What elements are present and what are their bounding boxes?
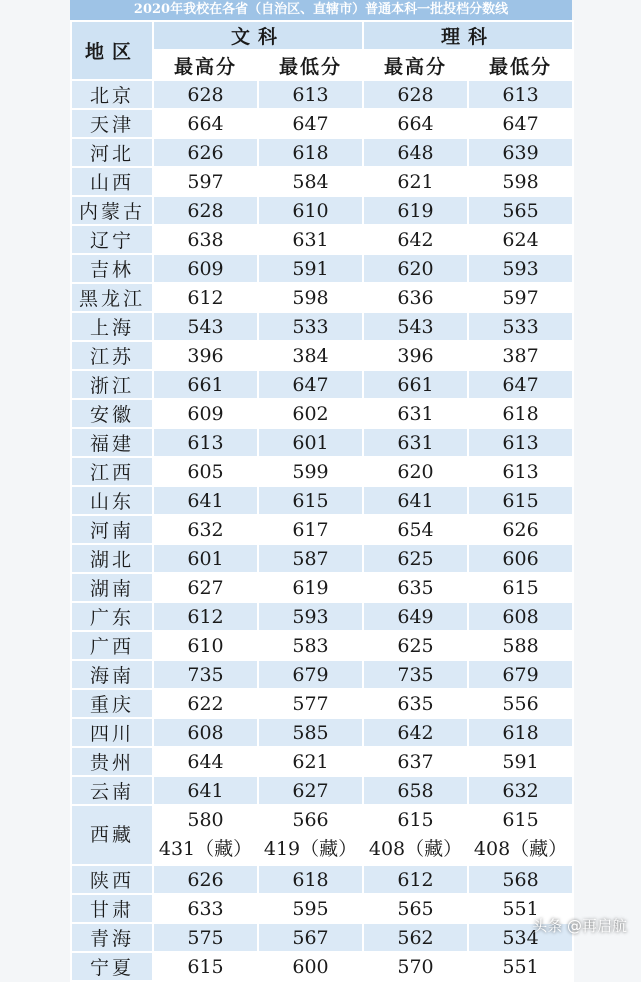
region-cell: 陕西: [71, 865, 153, 894]
score-cell: 570: [363, 952, 468, 981]
score-cell: 601: [258, 428, 363, 457]
region-cell: 河北: [71, 138, 153, 167]
table-row: [71, 747, 573, 776]
score-cell: 631: [363, 428, 468, 457]
score-cell: 628: [363, 80, 468, 109]
score-cell: 396: [363, 341, 468, 370]
table-row: [71, 167, 573, 196]
score-cell: 533: [258, 312, 363, 341]
score-cell: 622: [153, 689, 258, 718]
wenke-max-header: 最高分: [153, 50, 258, 80]
table-row: [71, 254, 573, 283]
score-cell: 641: [153, 776, 258, 805]
score-cell: 606: [468, 544, 573, 573]
watermark: 头条 @再启航: [532, 917, 627, 935]
score-cell: 593: [258, 602, 363, 631]
score-cell: 565: [468, 196, 573, 225]
region-cell: 福建: [71, 428, 153, 457]
score-cell: 577: [258, 689, 363, 718]
table-row: [71, 660, 573, 689]
table-row: [71, 138, 573, 167]
score-cell: 647: [468, 370, 573, 399]
header-row-1: [71, 21, 573, 50]
score-cell: 626: [153, 138, 258, 167]
region-cell: 江西: [71, 457, 153, 486]
score-cell: 609: [153, 399, 258, 428]
table-row: [71, 196, 573, 225]
score-cell: 605: [153, 457, 258, 486]
score-cell: 567: [258, 923, 363, 952]
score-cell: 621: [258, 747, 363, 776]
score-cell: 638: [153, 225, 258, 254]
like-min-header: 最低分: [468, 50, 573, 80]
region-cell: 吉林: [71, 254, 153, 283]
score-cell: 642: [363, 225, 468, 254]
score-cell: 618: [258, 138, 363, 167]
score-cell: [153, 805, 258, 865]
score-table: [70, 20, 574, 982]
score-cell: 735: [363, 660, 468, 689]
table-row: [71, 865, 573, 894]
score-cell: 617: [258, 515, 363, 544]
table-row: [71, 370, 573, 399]
score-cell: 618: [468, 399, 573, 428]
region-cell: 河南: [71, 515, 153, 544]
region-cell: 甘肃: [71, 894, 153, 923]
table-row: [71, 283, 573, 312]
score-cell: 593: [468, 254, 573, 283]
score-value: 580: [187, 809, 224, 831]
score-cell: 735: [153, 660, 258, 689]
like-max-header: 最高分: [363, 50, 468, 80]
table-row: [71, 515, 573, 544]
score-cell: 543: [363, 312, 468, 341]
region-cell: 江苏: [71, 341, 153, 370]
score-cell: 612: [153, 602, 258, 631]
score-cell: 642: [363, 718, 468, 747]
score-cell: 631: [363, 399, 468, 428]
region-header: 地区: [71, 21, 153, 80]
score-cell: 628: [153, 80, 258, 109]
region-cell: 浙江: [71, 370, 153, 399]
score-cell: 637: [363, 747, 468, 776]
table-row: [71, 923, 573, 952]
score-cell: 679: [258, 660, 363, 689]
region-cell: 广东: [71, 602, 153, 631]
table-row: [71, 573, 573, 602]
region-cell: 辽宁: [71, 225, 153, 254]
score-cell: 384: [258, 341, 363, 370]
table-row: [71, 544, 573, 573]
score-cell: [468, 805, 573, 865]
table-row: [71, 776, 573, 805]
region-cell: 黑龙江: [71, 283, 153, 312]
score-cell: 585: [258, 718, 363, 747]
score-cell: 610: [153, 631, 258, 660]
table-row: [71, 718, 573, 747]
score-cell: 625: [363, 544, 468, 573]
score-cell: 608: [468, 602, 573, 631]
score-cell: 615: [468, 573, 573, 602]
region-cell: 天津: [71, 109, 153, 138]
score-cell: 565: [363, 894, 468, 923]
score-cell: 609: [153, 254, 258, 283]
score-cell: 626: [468, 515, 573, 544]
score-cell: 619: [258, 573, 363, 602]
score-cell: 396: [153, 341, 258, 370]
region-cell: 四川: [71, 718, 153, 747]
score-cell: 615: [153, 952, 258, 981]
region-cell: 湖南: [71, 573, 153, 602]
score-value-tibetan: 408（藏）: [473, 838, 568, 860]
score-value: 566: [292, 809, 329, 831]
score-cell: 627: [258, 776, 363, 805]
score-cell: 568: [468, 865, 573, 894]
score-cell: 633: [153, 894, 258, 923]
region-cell: 重庆: [71, 689, 153, 718]
score-cell: 613: [468, 457, 573, 486]
score-cell: 387: [468, 341, 573, 370]
score-cell: 621: [363, 167, 468, 196]
table-row: [71, 225, 573, 254]
score-cell: 626: [153, 865, 258, 894]
score-value: 615: [502, 809, 539, 831]
score-cell: 647: [258, 370, 363, 399]
score-cell: 556: [468, 689, 573, 718]
region-cell: 海南: [71, 660, 153, 689]
table-row: [71, 952, 573, 981]
score-value: 615: [397, 809, 434, 831]
score-cell: 599: [258, 457, 363, 486]
region-cell: 广西: [71, 631, 153, 660]
table-row: [71, 80, 573, 109]
score-cell: 620: [363, 457, 468, 486]
score-cell: 601: [153, 544, 258, 573]
wenke-min-header: 最低分: [258, 50, 363, 80]
score-cell: 635: [363, 573, 468, 602]
wenke-header: 文科: [153, 21, 363, 50]
score-value-tibetan: 419（藏）: [263, 838, 358, 860]
score-cell: 632: [153, 515, 258, 544]
score-cell: 591: [258, 254, 363, 283]
score-cell: 624: [468, 225, 573, 254]
score-cell: 597: [468, 283, 573, 312]
score-cell: [363, 805, 468, 865]
score-value-tibetan: 431（藏）: [158, 838, 253, 860]
score-cell: 627: [153, 573, 258, 602]
score-cell: 610: [258, 196, 363, 225]
region-cell: 青海: [71, 923, 153, 952]
region-cell: 上海: [71, 312, 153, 341]
score-cell: 664: [363, 109, 468, 138]
table-row: [71, 457, 573, 486]
region-cell: 山东: [71, 486, 153, 515]
region-cell: 西藏: [71, 805, 153, 865]
region-cell: 山西: [71, 167, 153, 196]
score-cell: 661: [153, 370, 258, 399]
score-cell: 533: [468, 312, 573, 341]
score-cell: 654: [363, 515, 468, 544]
score-cell: 613: [258, 80, 363, 109]
score-cell: 608: [153, 718, 258, 747]
table-row: [71, 312, 573, 341]
score-cell: 618: [258, 865, 363, 894]
table-row: [71, 428, 573, 457]
score-cell: 628: [153, 196, 258, 225]
score-value-tibetan: 408（藏）: [368, 838, 463, 860]
score-cell: 595: [258, 894, 363, 923]
score-cell: 636: [363, 283, 468, 312]
score-cell: 618: [468, 718, 573, 747]
score-cell: 602: [258, 399, 363, 428]
score-cell: 543: [153, 312, 258, 341]
score-cell: 583: [258, 631, 363, 660]
score-cell: 613: [468, 428, 573, 457]
score-cell: 613: [153, 428, 258, 457]
score-cell: 658: [363, 776, 468, 805]
score-cell: 647: [468, 109, 573, 138]
table-row-xizang: [71, 805, 573, 865]
score-cell: 615: [468, 486, 573, 515]
score-cell: 619: [363, 196, 468, 225]
score-cell: 639: [468, 138, 573, 167]
score-cell: 575: [153, 923, 258, 952]
score-cell: 625: [363, 631, 468, 660]
region-cell: 贵州: [71, 747, 153, 776]
score-cell: 551: [468, 894, 573, 923]
score-cell: 598: [258, 283, 363, 312]
score-cell: 615: [258, 486, 363, 515]
score-cell: 631: [258, 225, 363, 254]
score-cell: 534: [468, 923, 573, 952]
score-cell: 647: [258, 109, 363, 138]
score-cell: 649: [363, 602, 468, 631]
score-cell: 679: [468, 660, 573, 689]
score-cell: 598: [468, 167, 573, 196]
score-cell: 641: [153, 486, 258, 515]
score-cell: 584: [258, 167, 363, 196]
region-cell: 安徽: [71, 399, 153, 428]
score-cell: 587: [258, 544, 363, 573]
score-cell: 641: [363, 486, 468, 515]
score-cell: 612: [153, 283, 258, 312]
table-row: [71, 399, 573, 428]
table-row: [71, 486, 573, 515]
score-cell: 632: [468, 776, 573, 805]
score-cell: 588: [468, 631, 573, 660]
score-cell: [258, 805, 363, 865]
score-cell: 664: [153, 109, 258, 138]
table-row: [71, 689, 573, 718]
score-cell: 591: [468, 747, 573, 776]
table-title: 2020年我校在各省（自治区、直辖市）普通本科一批投档分数线: [70, 0, 572, 20]
score-cell: 620: [363, 254, 468, 283]
score-cell: 612: [363, 865, 468, 894]
score-cell: 613: [468, 80, 573, 109]
score-cell: 597: [153, 167, 258, 196]
score-cell: 648: [363, 138, 468, 167]
region-cell: 北京: [71, 80, 153, 109]
region-cell: 湖北: [71, 544, 153, 573]
table-row: [71, 894, 573, 923]
table-row: [71, 341, 573, 370]
table-row: [71, 602, 573, 631]
score-cell: 644: [153, 747, 258, 776]
like-header: 理科: [363, 21, 573, 50]
score-cell: 562: [363, 923, 468, 952]
region-cell: 云南: [71, 776, 153, 805]
table-row: [71, 631, 573, 660]
score-cell: 600: [258, 952, 363, 981]
score-cell: 661: [363, 370, 468, 399]
region-cell: 宁夏: [71, 952, 153, 981]
region-cell: 内蒙古: [71, 196, 153, 225]
table-row: [71, 109, 573, 138]
score-cell: 551: [468, 952, 573, 981]
score-cell: 635: [363, 689, 468, 718]
